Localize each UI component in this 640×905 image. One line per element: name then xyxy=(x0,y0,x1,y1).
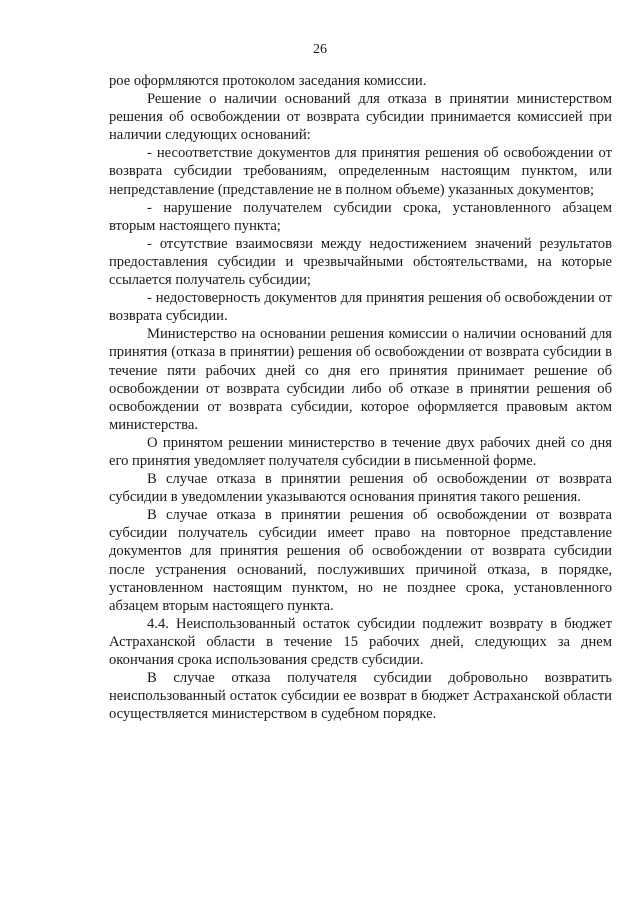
list-item-ground: - несоответствие документов для принятия решения об освобождении от возврата субсидии требованиям, определенным настоящим пунктом, или непредставление (представление не в полном объеме) указанных документов; xyxy=(109,145,612,198)
paragraph-resubmission: В случае отказа в принятии решения об освобождении от возврата субсидии получатель субсидии имеет право на повторное представление документов для принятия решения об освобождении от возврата субсидии после устранения оснований, послуживших причиной отказа, в порядке, установленном настоящим пунктом, но не позднее срока, установленного абзацем вторым настоящего пункта. xyxy=(109,507,612,614)
list-item-ground: - нарушение получателем субсидии срока, установленного абзацем вторым настоящего пункта; xyxy=(109,199,612,234)
page-number: 26 xyxy=(313,42,327,57)
paragraph-refusal-reasons: В случае отказа в принятии решения об освобождении от возврата субсидии в уведомлении указываются основания принятия такого решения. xyxy=(109,471,612,506)
paragraph-notification: О принятом решении министерство в течение двух рабочих дней со дня его принятия уведомляет получателя субсидии в письменной форме. xyxy=(109,434,612,469)
paragraph-court-recovery: В случае отказа получателя субсидии добровольно возвратить неиспользованный остаток субсидии ее возврат в бюджет Астраханской области осуществляется министерством в судебном порядке. xyxy=(109,670,612,723)
paragraph-continuation: рое оформляются протоколом заседания комиссии. xyxy=(109,73,427,89)
list-item-ground: - недостоверность документов для принятия решения об освобождении от возврата субсидии. xyxy=(109,290,612,325)
list-item-ground: - отсутствие взаимосвязи между недостижением значений результатов предоставления субсидии и чрезвычайными обстоятельствами, на которые ссылается получатель субсидии; xyxy=(109,235,612,289)
paragraph-section-4-4: 4.4. Неиспользованный остаток субсидии подлежит возврату в бюджет Астраханской области в течение 15 рабочих дней, следующих за днем окончания срока использования средств субсидии. xyxy=(109,615,612,668)
paragraph-grounds-intro: Решение о наличии оснований для отказа в принятии министерством решения об освобождении от возврата субсидии принимается комиссией при наличии следующих оснований: xyxy=(109,91,612,144)
document-body xyxy=(109,72,612,723)
paragraph-ministry-decision: Министерство на основании решения комиссии о наличии оснований для принятия (отказа в принятии) решения об освобождении от возврата субсидии в течение пяти рабочих дней со дня его принятия принимает решение об освобождении от возврата субсидии либо об отказе в принятии решения об освобождении от возврата субсидии, которое оформляется правовым актом министерства. xyxy=(109,326,612,433)
